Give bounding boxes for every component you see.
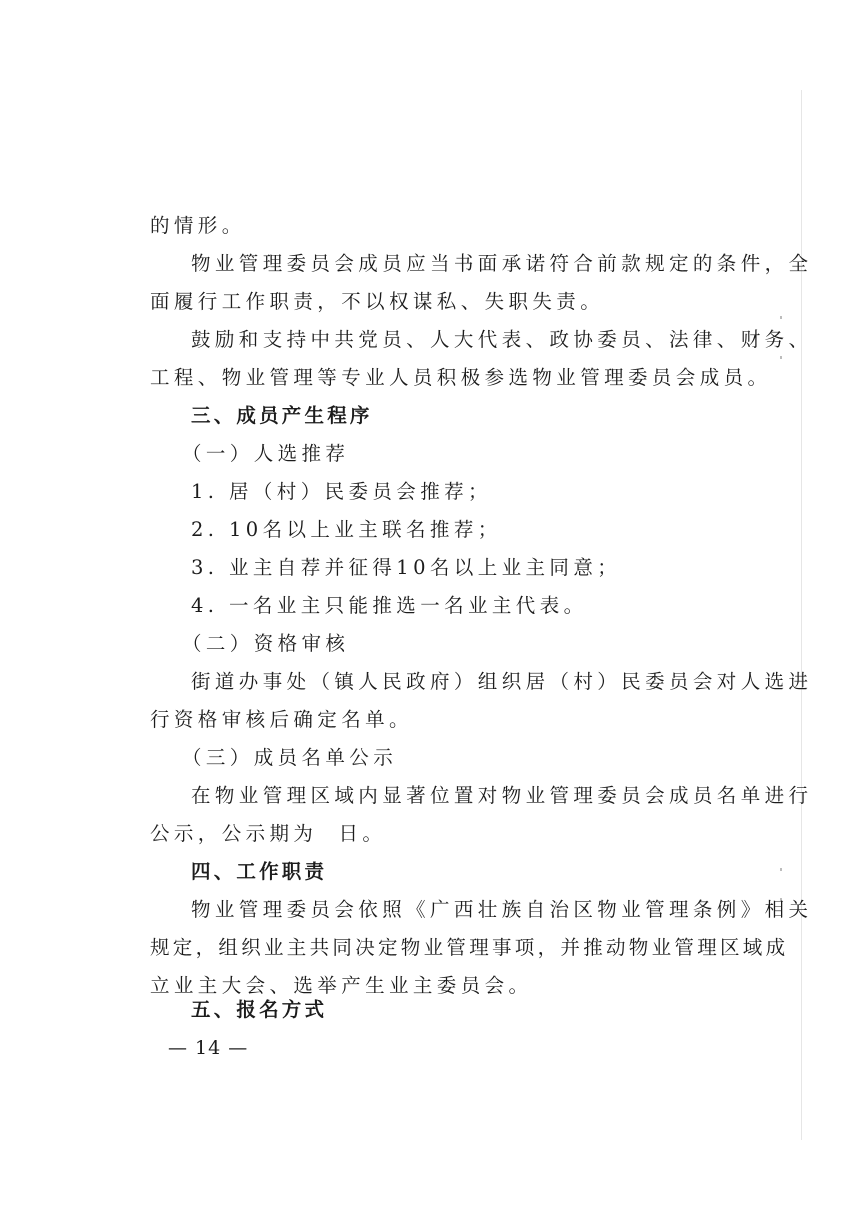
paragraph-line: 工程、物业管理等专业人员积极参选物业管理委员会成员。 (150, 366, 772, 389)
list-item: 2. 10名以上业主联名推荐； (191, 518, 502, 541)
subsection-heading: （三）成员名单公示 (182, 746, 398, 769)
scan-speck (780, 356, 782, 359)
scan-speck (780, 316, 782, 319)
page-number: — 14 — (168, 1037, 249, 1059)
paragraph-line: 物业管理委员会成员应当书面承诺符合前款规定的条件，全 (191, 252, 813, 275)
paragraph-line: 公示，公示期为 日。 (150, 822, 387, 845)
section-heading: 五、报名方式 (191, 998, 328, 1021)
paragraph-line: 的情形。 (150, 214, 246, 237)
subsection-heading: （一）人选推荐 (182, 442, 350, 465)
list-item: 4. 一名业主只能推选一名业主代表。 (191, 594, 588, 617)
paragraph-line: 规定，组织业主共同决定物业管理事项，并推动物业管理区域成 (150, 936, 789, 959)
paragraph-line: 街道办事处（镇人民政府）组织居（村）民委员会对人选进 (191, 670, 813, 693)
list-item: 1. 居（村）民委员会推荐； (191, 480, 492, 503)
paragraph-line: 面履行工作职责，不以权谋私、失职失责。 (150, 290, 605, 313)
scan-edge-line (801, 90, 802, 1140)
paragraph-line: 物业管理委员会依照《广西壮族自治区物业管理条例》相关 (191, 898, 813, 921)
paragraph-line: 在物业管理区域内显著位置对物业管理委员会成员名单进行 (191, 784, 813, 807)
list-item: 3. 业主自荐并征得10名以上业主同意； (191, 556, 622, 579)
paragraph-line: 行资格审核后确定名单。 (150, 708, 413, 731)
scan-speck (780, 868, 782, 871)
subsection-heading: （二）资格审核 (182, 632, 350, 655)
paragraph-line: 立业主大会、选举产生业主委员会。 (150, 974, 533, 997)
paragraph-line: 鼓励和支持中共党员、人大代表、政协委员、法律、财务、 (191, 328, 813, 351)
section-heading: 四、工作职责 (191, 860, 328, 883)
section-heading: 三、成员产生程序 (191, 404, 373, 427)
